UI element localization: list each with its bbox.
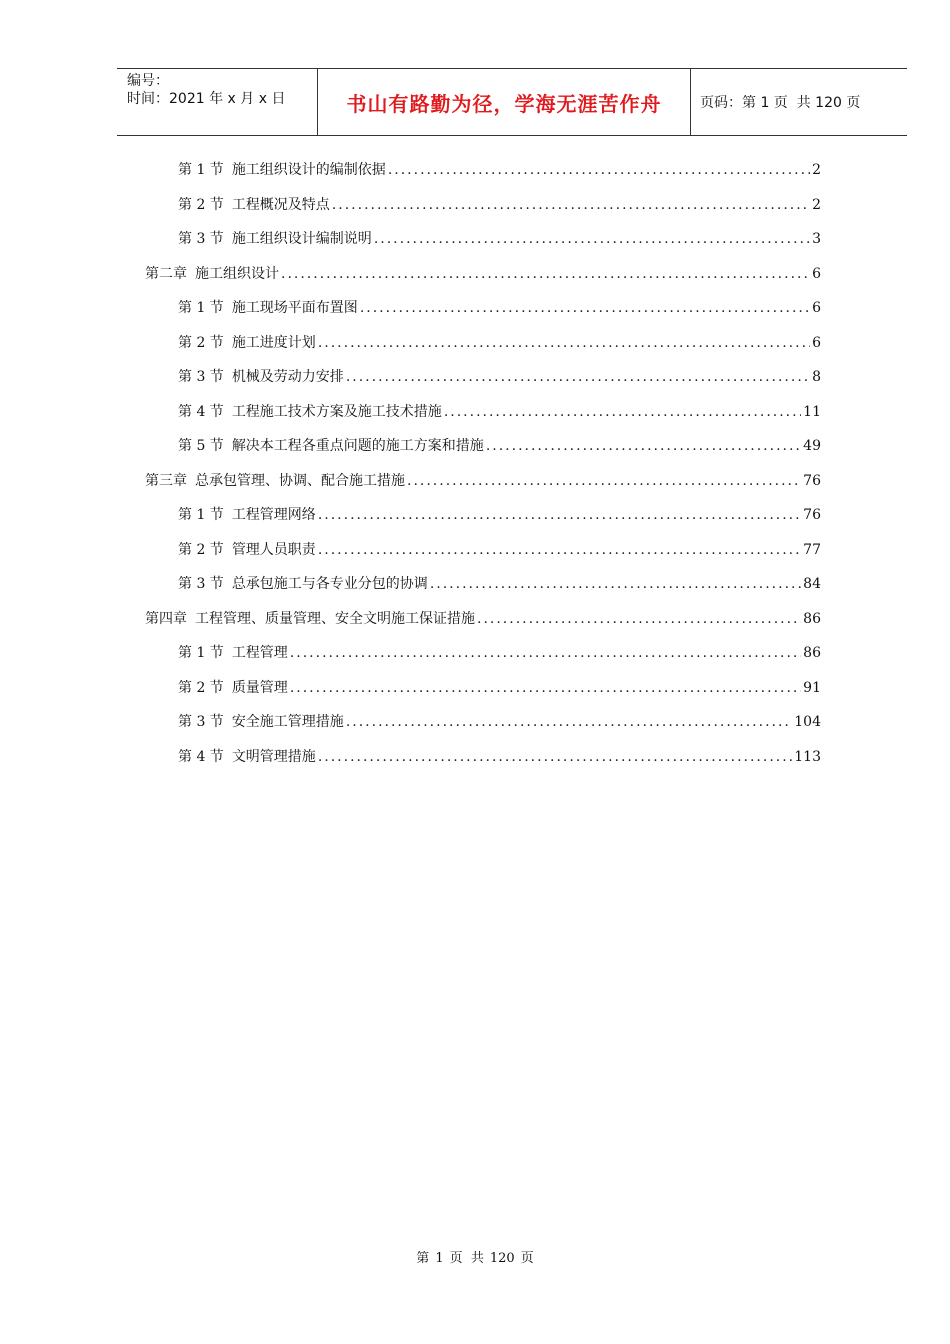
toc-entry-title: 工程概况及特点 — [231, 196, 330, 213]
toc-entry-page: 104 — [794, 714, 821, 730]
toc-entry-number: 第二章 — [145, 265, 187, 282]
toc-entry-page: 2 — [812, 162, 821, 178]
toc-dot-leader — [290, 671, 801, 705]
toc-entry-number: 第 1 节 — [178, 645, 224, 661]
toc-entry-title: 解决本工程各重点问题的施工方案和措施 — [231, 438, 484, 454]
toc-entry-page: 84 — [803, 576, 821, 592]
toc-dot-leader — [346, 360, 810, 394]
toc-entry-number: 第 2 节 — [178, 679, 224, 696]
toc-entry-page: 8 — [812, 369, 821, 385]
toc-entry-number: 第 4 节 — [178, 748, 224, 765]
toc-dot-leader — [281, 257, 810, 291]
toc-entry-number: 第三章 — [145, 472, 187, 489]
toc-dot-leader — [444, 395, 801, 429]
toc-entry-page: 6 — [812, 300, 821, 316]
toc-entry-page: 86 — [803, 610, 821, 627]
toc-entry-title: 工程管理、质量管理、安全文明施工保证措施 — [195, 610, 475, 627]
page-footer — [0, 1247, 950, 1266]
toc-entry-number: 第 2 节 — [178, 196, 224, 213]
toc-dot-leader — [388, 153, 810, 187]
toc-entry-title: 总承包施工与各专业分包的协调 — [231, 576, 428, 592]
toc-entry-page: 77 — [803, 541, 821, 558]
toc-entry[interactable] — [178, 671, 821, 705]
toc-entry-title: 施工组织设计的编制依据 — [231, 162, 386, 178]
toc-entry-number: 第 3 节 — [178, 231, 224, 247]
toc-entry-title: 机械及劳动力安排 — [231, 369, 344, 385]
toc-entry[interactable] — [145, 257, 821, 291]
toc-entry-number: 第 1 节 — [178, 507, 224, 523]
toc-entry-page: 91 — [803, 679, 821, 696]
toc-entry[interactable] — [178, 533, 821, 567]
toc-entry-page: 76 — [803, 472, 821, 489]
toc-dot-leader — [407, 464, 801, 498]
toc-entry-title: 文明管理措施 — [231, 748, 316, 765]
toc-entry-number: 第四章 — [145, 610, 187, 627]
footer-suffix: 页 — [520, 1251, 534, 1266]
toc-entry-number: 第 4 节 — [178, 403, 224, 420]
toc-dot-leader — [332, 188, 810, 222]
toc-entry[interactable] — [145, 464, 821, 498]
toc-dot-leader — [290, 636, 801, 670]
toc-entry-number: 第 2 节 — [178, 334, 224, 351]
number-label: 编号： — [127, 73, 169, 89]
footer-middle: 页 共 — [449, 1251, 484, 1266]
toc-entry[interactable] — [178, 705, 821, 739]
toc-entry-page: 6 — [812, 265, 821, 282]
toc-entry-title: 施工组织设计编制说明 — [231, 231, 372, 247]
toc-entry-title: 工程管理 — [231, 645, 288, 661]
toc-entry[interactable] — [178, 567, 821, 601]
toc-entry[interactable] — [178, 636, 821, 670]
toc-entry-title: 管理人员职责 — [231, 541, 316, 558]
header-meta — [117, 69, 318, 135]
toc-entry-number: 第 1 节 — [178, 162, 224, 178]
toc-entry-page: 86 — [803, 645, 821, 661]
toc-entry-title: 总承包管理、协调、配合施工措施 — [195, 472, 405, 489]
toc-entry[interactable] — [178, 188, 821, 222]
toc-entry[interactable] — [178, 498, 821, 532]
toc-dot-leader — [318, 498, 801, 532]
toc-dot-leader — [477, 602, 801, 636]
toc-entry-page: 113 — [794, 748, 821, 765]
toc-entry-title: 工程施工技术方案及施工技术措施 — [231, 403, 442, 420]
toc-entry[interactable] — [145, 602, 821, 636]
toc-dot-leader — [486, 429, 801, 463]
toc-entry[interactable] — [178, 360, 821, 394]
toc-entry[interactable] — [178, 291, 821, 325]
toc-entry-number: 第 1 节 — [178, 300, 224, 316]
toc-entry-page: 6 — [812, 334, 821, 351]
toc-dot-leader — [318, 326, 810, 360]
toc-dot-leader — [430, 567, 801, 601]
toc-entry[interactable] — [178, 153, 821, 187]
toc-entry[interactable] — [178, 395, 821, 429]
toc-entry-number: 第 3 节 — [178, 576, 224, 592]
toc-entry-number: 第 5 节 — [178, 438, 224, 454]
toc-dot-leader — [318, 533, 801, 567]
header-page-label: 页码：第 1 页 共 120 页 — [700, 95, 861, 111]
toc-entry-page: 3 — [812, 231, 821, 247]
page-header — [117, 68, 907, 136]
footer-total-pages: 120 — [489, 1251, 515, 1266]
footer-prefix: 第 — [416, 1251, 430, 1266]
toc-entry[interactable] — [178, 326, 821, 360]
header-motto: 书山有路勤为径，学海无涯苦作舟 — [318, 69, 691, 135]
toc-entry-title: 施工组织设计 — [195, 265, 279, 282]
toc-entry[interactable] — [178, 740, 821, 774]
toc-entry-title: 质量管理 — [231, 679, 288, 696]
toc-entry[interactable] — [178, 222, 821, 256]
toc-entry-title: 施工现场平面布置图 — [231, 300, 358, 316]
toc-dot-leader — [374, 222, 810, 256]
toc-dot-leader — [346, 705, 792, 739]
toc-entry-title: 工程管理网络 — [231, 507, 316, 523]
toc-entry-title: 施工进度计划 — [231, 334, 316, 351]
toc-entry-page: 49 — [803, 438, 821, 454]
toc-entry-title: 安全施工管理措施 — [231, 714, 344, 730]
toc-entry-number: 第 3 节 — [178, 369, 224, 385]
toc-entry-number: 第 2 节 — [178, 541, 224, 558]
toc-entry-page: 2 — [812, 196, 821, 213]
footer-page-number: 1 — [435, 1251, 444, 1266]
toc-entry-number: 第 3 节 — [178, 714, 224, 730]
toc-entry-page: 11 — [803, 403, 821, 420]
toc-dot-leader — [360, 291, 810, 325]
toc-dot-leader — [318, 740, 792, 774]
toc-entry-page: 76 — [803, 507, 821, 523]
time-label: 时间：2021 年 x 月 x 日 — [127, 91, 286, 107]
toc-entry[interactable] — [178, 429, 821, 463]
